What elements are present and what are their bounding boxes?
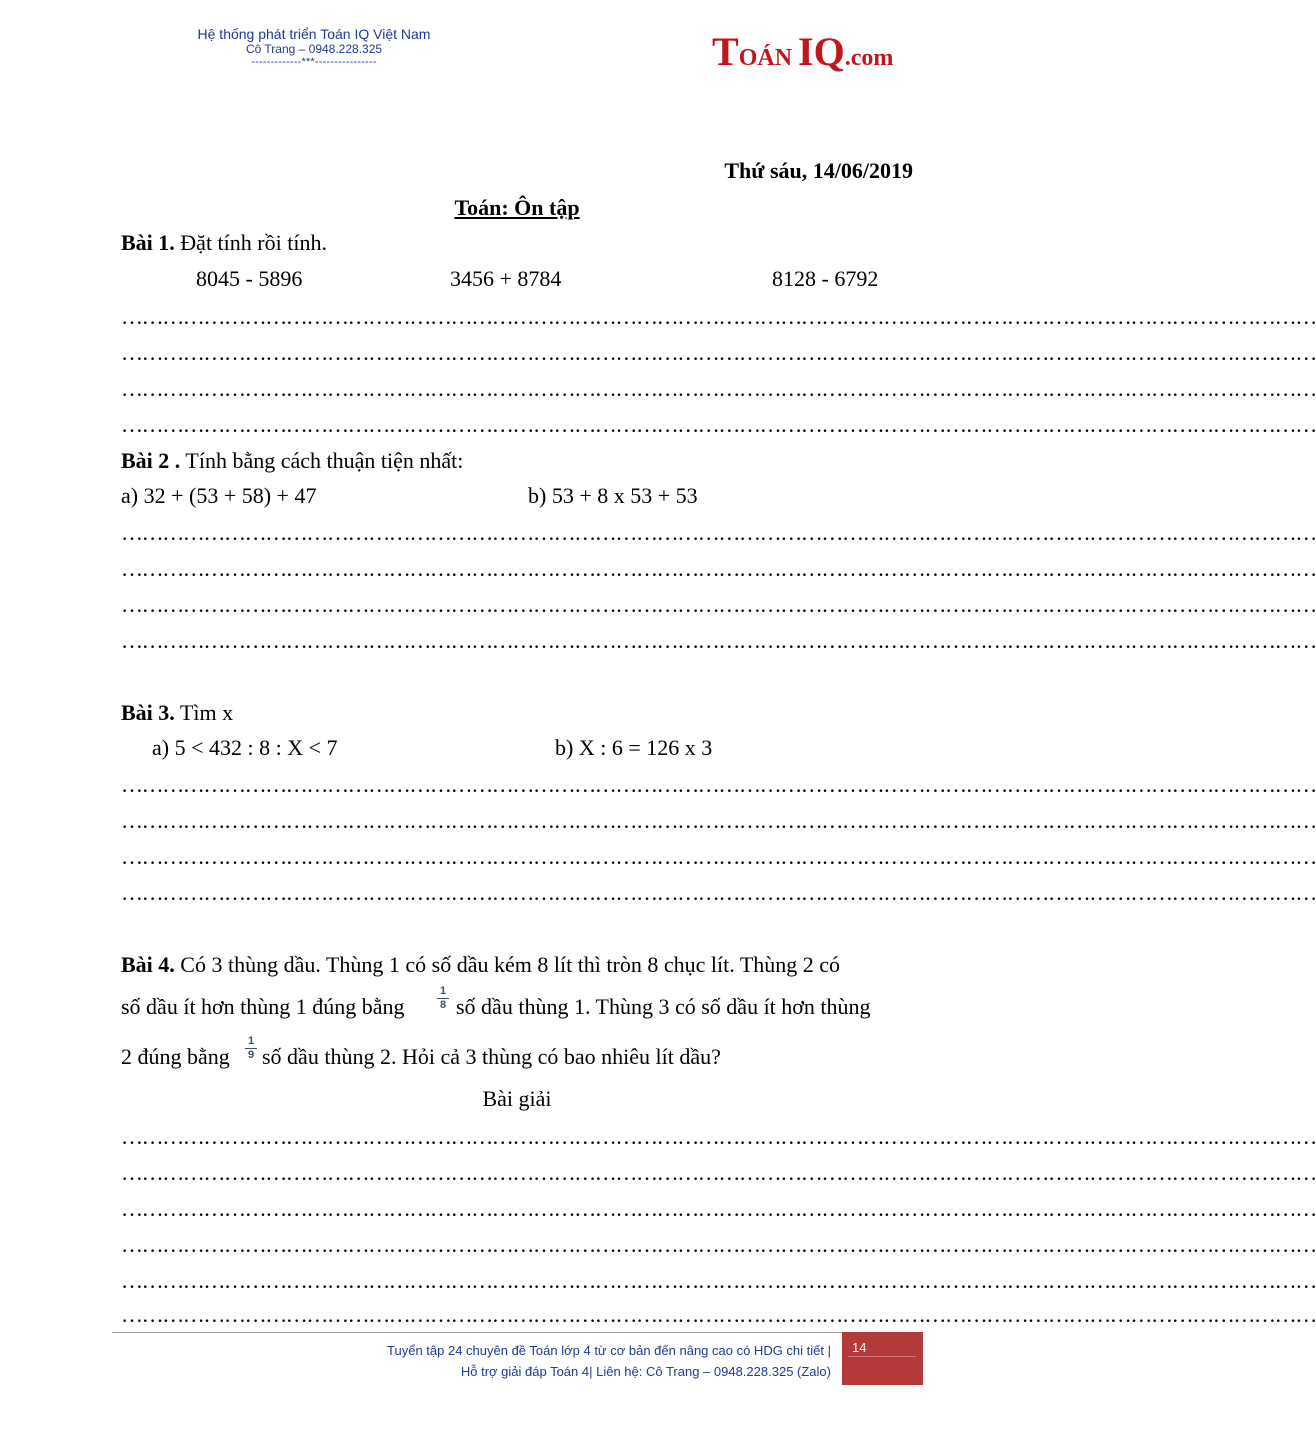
- header-separator: -------------***----------------: [251, 56, 377, 68]
- bai4-line-2a: số dầu ít hơn thùng 1 đúng bằng: [121, 994, 405, 1019]
- bai1-expression-1: 8045 - 5896: [196, 266, 303, 291]
- answer-line: …………………………………………………………………………………………………………………………………………………………: [121, 880, 1316, 905]
- answer-line: …………………………………………………………………………………………………………………………………………………………: [121, 412, 1316, 437]
- answer-line: …………………………………………………………………………………………………………………………………………………………: [121, 376, 1316, 401]
- bai2-heading: Bài 2 . Tính bằng cách thuận tiện nhất:: [121, 448, 464, 473]
- answer-line: …………………………………………………………………………………………………………………………………………………………: [121, 1268, 1316, 1293]
- answer-line: …………………………………………………………………………………………………………………………………………………………: [121, 1160, 1316, 1185]
- answer-line: …………………………………………………………………………………………………………………………………………………………: [121, 592, 1316, 617]
- answer-line: …………………………………………………………………………………………………………………………………………………………: [121, 1196, 1316, 1221]
- answer-line: …………………………………………………………………………………………………………………………………………………………: [121, 304, 1316, 329]
- footer-line-2: Hỗ trợ giải đáp Toán 4| Liên hệ: Cô Trang – 0948.228.325 (Zalo): [460, 1364, 831, 1379]
- fraction-one-eighth: 1 8: [437, 986, 449, 1011]
- answer-line: …………………………………………………………………………………………………………………………………………………………: [121, 772, 1316, 797]
- bai3-part-b: b) X : 6 = 126 x 3: [555, 735, 713, 760]
- bai4-line-3b: số dầu thùng 2. Hỏi cả 3 thùng có bao nhiêu lít dầu?: [262, 1044, 721, 1069]
- page-header: [160, 26, 468, 68]
- fraction-one-ninth: 1 9: [245, 1036, 257, 1061]
- date-line: Thứ sáu, 14/06/2019: [724, 158, 913, 183]
- bai1-expression-3: 8128 - 6792: [772, 266, 879, 291]
- page-title: Toán: Ôn tập: [454, 195, 580, 220]
- answer-line: …………………………………………………………………………………………………………………………………………………………: [121, 808, 1316, 833]
- footer-divider: [112, 1332, 922, 1333]
- answer-line: …………………………………………………………………………………………………………………………………………………………: [121, 340, 1316, 365]
- bai2-part-b: b) 53 + 8 x 53 + 53: [528, 483, 698, 508]
- bai4-line-1: Bài 4. Có 3 thùng dầu. Thùng 1 có số dầu kém 8 lít thì tròn 8 chục lít. Thùng 2 có: [121, 952, 841, 977]
- page-box-rule: [848, 1356, 916, 1357]
- solution-label: Bài giải: [482, 1086, 552, 1111]
- bai1-heading: Bài 1. Đặt tính rồi tính.: [121, 230, 327, 255]
- page-number-box: [842, 1332, 923, 1385]
- answer-line: …………………………………………………………………………………………………………………………………………………………: [121, 1232, 1316, 1257]
- bai3-part-a: a) 5 < 432 : 8 : X < 7: [152, 735, 338, 760]
- answer-line: …………………………………………………………………………………………………………………………………………………………: [121, 1302, 1316, 1327]
- footer-line-1: Tuyển tập 24 chuyên đề Toán lớp 4 từ cơ bản đến nâng cao có HDG chi tiết |: [387, 1343, 831, 1358]
- bai1-expression-2: 3456 + 8784: [450, 266, 562, 291]
- page-footer: [387, 1340, 831, 1382]
- answer-line: …………………………………………………………………………………………………………………………………………………………: [121, 844, 1316, 869]
- bai4-line-3a: 2 đúng bằng: [121, 1044, 230, 1069]
- answer-line: …………………………………………………………………………………………………………………………………………………………: [121, 520, 1316, 545]
- answer-line: …………………………………………………………………………………………………………………………………………………………: [121, 556, 1316, 581]
- bai4-line-2b: số dầu thùng 1. Thùng 3 có số dầu ít hơn thùng: [456, 994, 871, 1019]
- header-contact: Cô Trang – 0948.228.325: [245, 42, 383, 56]
- toaniq-logo: TOÁN IQ.com: [712, 29, 894, 74]
- bai3-heading: Bài 3. Tìm x: [121, 700, 234, 725]
- page-number: 14: [852, 1340, 867, 1355]
- bai2-part-a: a) 32 + (53 + 58) + 47: [121, 483, 317, 508]
- header-org: Hệ thống phát triển Toán IQ Việt Nam: [197, 26, 431, 42]
- answer-line: …………………………………………………………………………………………………………………………………………………………: [121, 1124, 1316, 1149]
- answer-line: …………………………………………………………………………………………………………………………………………………………: [121, 628, 1316, 653]
